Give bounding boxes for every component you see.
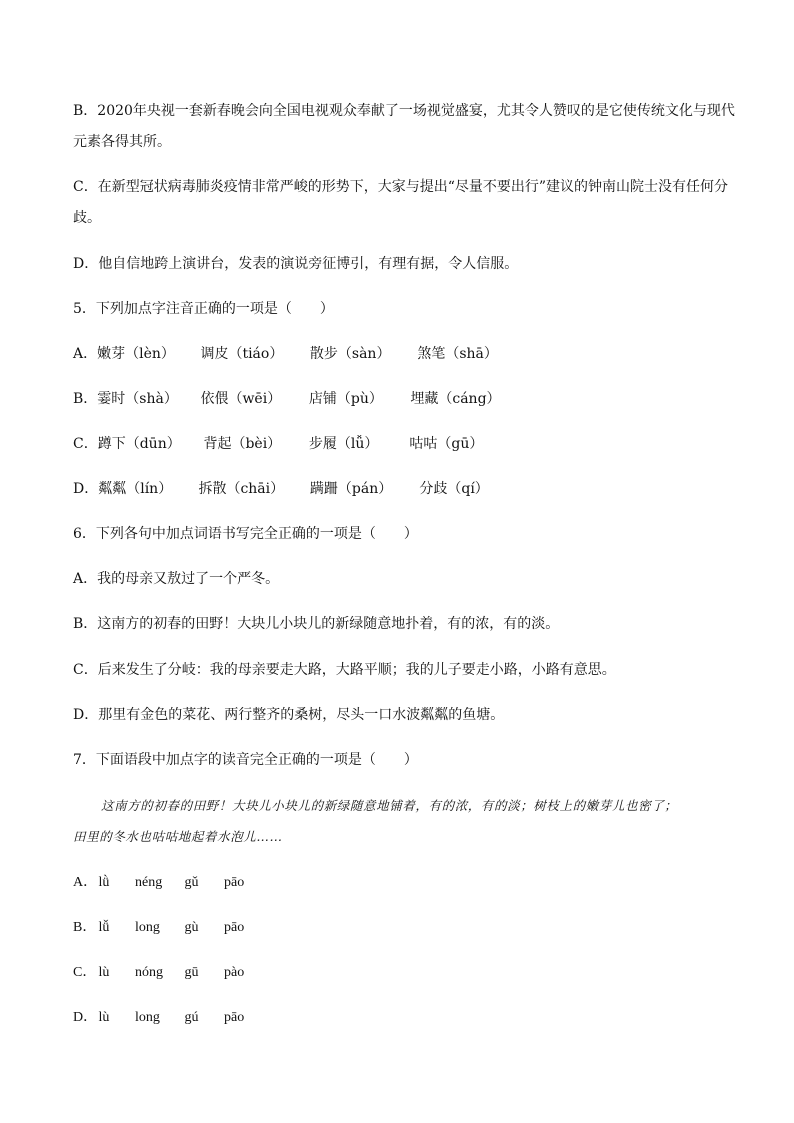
q7-passage-line1: 这南方的初春的田野！大块儿小块儿的新绿随意地铺着，有的浓，有的淡；树枝上的嫩芽儿也密了； <box>101 798 678 813</box>
q5-option-d <box>73 482 489 496</box>
q5-option-d-item: D．粼粼（lín） <box>73 481 173 497</box>
q5-option-d-item: 蹒跚（pán） <box>309 481 393 497</box>
q5-option-b-item: 依偎（wēi） <box>200 391 282 407</box>
q4-option-c-line1: C．在新型冠状病毒肺炎疫情非常严峻的形势下，大家与提出“尽量不要出行”建议的钟南山院士没有任何分 <box>73 179 729 195</box>
q5-option-b-item: 店铺（pù） <box>308 391 383 407</box>
q6-stem: 6．下列各句中加点词语书写完全正确的一项是（ ） <box>73 526 418 542</box>
q5-stem: 5．下列加点字注音正确的一项是（ ） <box>73 301 334 317</box>
q5-option-c-item: 背起（bèi） <box>203 436 282 452</box>
q5-option-c-item: 步履（lǚ） <box>308 436 379 452</box>
q7-option-a-item: lǜ <box>98 875 110 890</box>
q7-stem: 7．下面语段中加点字的读音完全正确的一项是（ ） <box>73 752 418 768</box>
q6-option-d: D．那里有金色的菜花、两行整齐的桑树，尽头一口水波粼粼的鱼塘。 <box>73 707 505 723</box>
q4-option-d: D．他自信地跨上演讲台，发表的演说旁征博引，有理有据，令人信服。 <box>73 256 519 272</box>
q7-option-d-item: pāo <box>224 1010 245 1025</box>
q5-option-c <box>73 437 483 451</box>
q7-option-d <box>73 1011 244 1025</box>
q5-option-b-item: B．霎时（shà） <box>73 391 178 407</box>
q6-option-a: A．我的母亲又敖过了一个严冬。 <box>73 571 280 587</box>
q7-option-a <box>73 876 244 890</box>
q7-option-label: A． <box>73 875 98 890</box>
q7-option-c-item: gū <box>184 965 199 980</box>
q6-option-b: B．这南方的初春的田野！大块儿小块儿的新绿随意地扑着，有的浓，有的淡。 <box>73 616 560 632</box>
q5-option-c-item: C．蹲下（dūn） <box>73 436 181 452</box>
q5-option-c-item: 咕咕（gū） <box>409 436 484 452</box>
q5-option-a-item: 调皮（tiáo） <box>200 346 284 362</box>
q7-option-d-item: lù <box>98 1010 110 1025</box>
q4-option-c-line2: 歧。 <box>73 210 101 226</box>
q7-option-c-item: lù <box>98 965 110 980</box>
q7-option-b <box>73 921 244 935</box>
q5-option-b <box>73 392 501 406</box>
q5-option-a-item: A．嫩芽（lèn） <box>73 346 175 362</box>
q5-option-a <box>73 347 498 361</box>
q7-option-d-item: gú <box>184 1010 199 1025</box>
q6-option-c: C．后来发生了分岐：我的母亲要走大路，大路平顺；我的儿子要走小路，小路有意思。 <box>73 662 616 678</box>
q7-option-c-item: pào <box>224 965 245 980</box>
q7-option-b-item: lǚ <box>98 920 110 935</box>
q7-option-label: C． <box>73 965 97 980</box>
q7-option-b-item: pāo <box>224 920 245 935</box>
q5-option-a-item: 散步（sàn） <box>309 346 391 362</box>
q7-passage-line2: 田里的冬水也咕咕地起着水泡儿…… <box>73 829 283 844</box>
q7-option-label: B． <box>73 920 97 935</box>
q7-option-a-item: gǔ <box>184 875 199 890</box>
q7-option-c <box>73 966 244 980</box>
q5-option-a-item: 煞笔（shā） <box>417 346 498 362</box>
q7-option-d-item: long <box>135 1010 160 1025</box>
q7-option-a-item: pāo <box>224 875 245 890</box>
q7-option-b-item: long <box>135 920 160 935</box>
q5-option-d-item: 拆散（chāi） <box>198 481 285 497</box>
q7-option-b-item: gù <box>184 920 199 935</box>
q7-option-c-item: nóng <box>135 965 163 980</box>
q5-option-b-item: 埋藏（cáng） <box>410 391 501 407</box>
q4-option-b-line1: B．2020年央视一套新春晚会向全国电视观众奉献了一场视觉盛宴，尤其令人赞叹的是它使传统文化与现代 <box>73 103 735 119</box>
q5-option-d-item: 分歧（qí） <box>419 481 489 497</box>
q7-option-label: D． <box>73 1010 98 1025</box>
q4-option-b-line2: 元素各得其所。 <box>73 134 171 150</box>
q7-option-a-item: néng <box>135 875 163 890</box>
